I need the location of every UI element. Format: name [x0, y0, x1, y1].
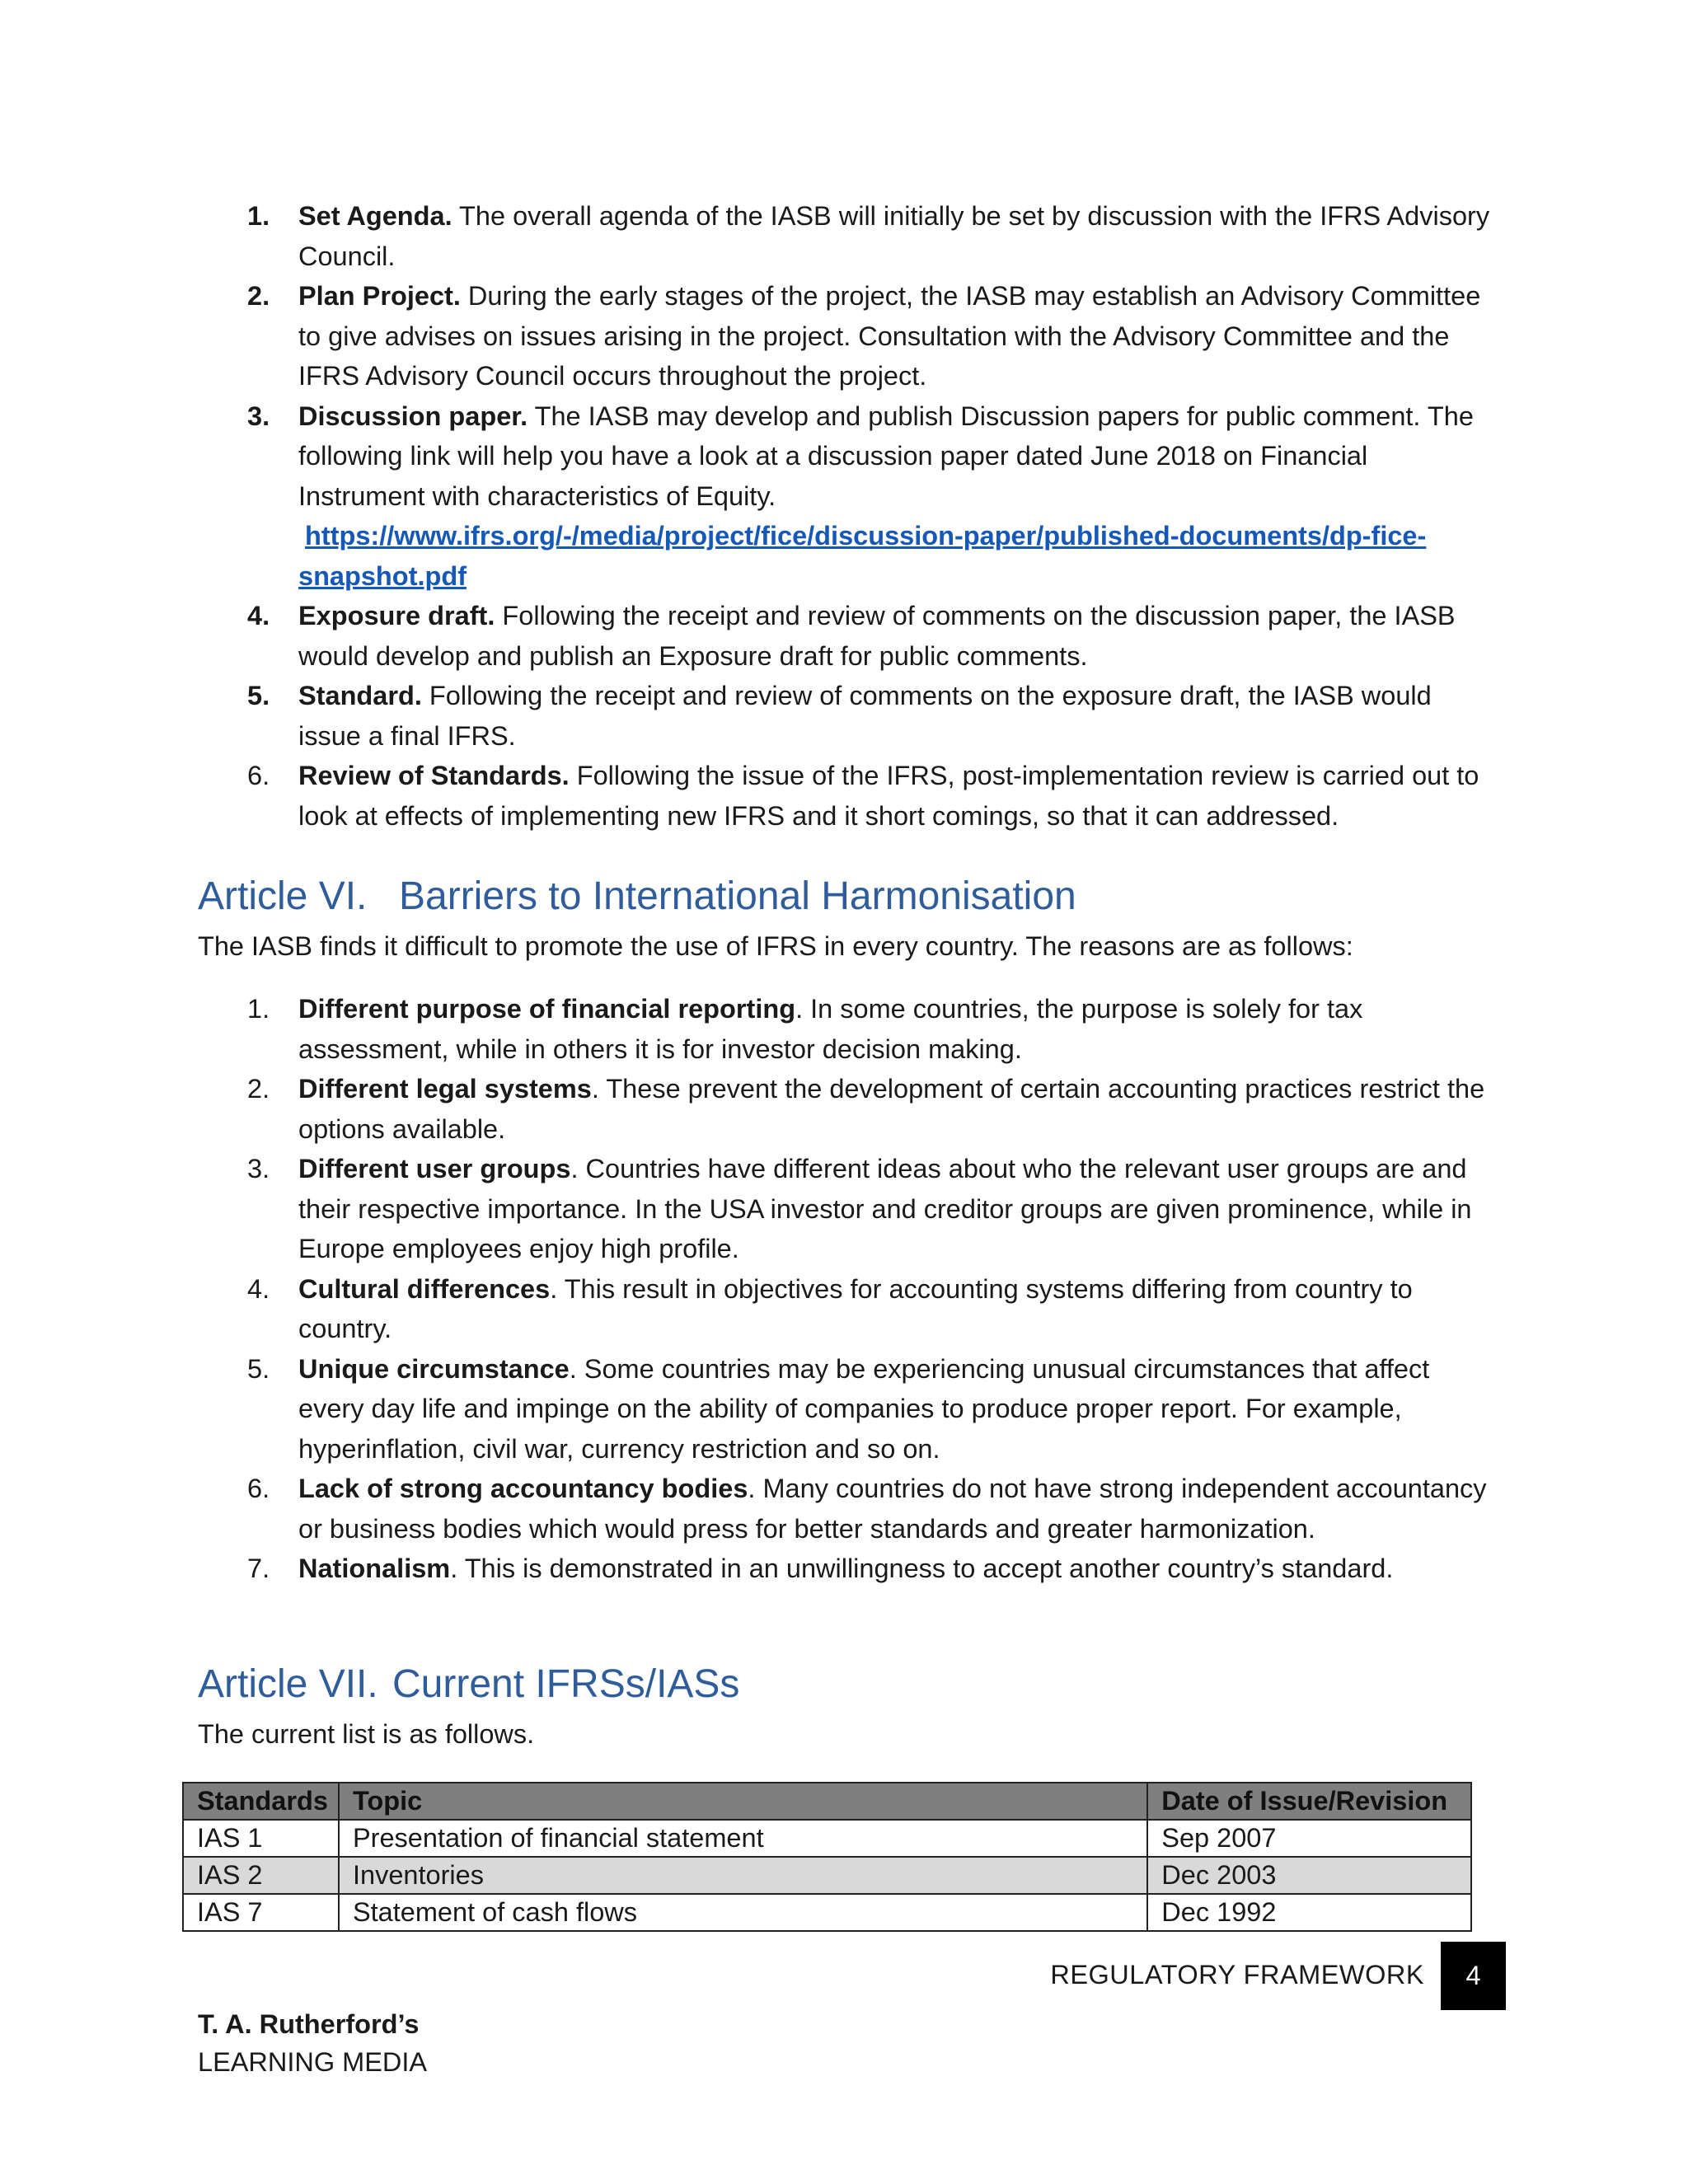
barrier-item-3 [198, 1149, 1500, 1269]
header-standards: Standards [183, 1783, 339, 1820]
item-number: 3. [247, 1154, 270, 1183]
barrier-item-7 [198, 1549, 1500, 1589]
process-step-2 [198, 276, 1500, 396]
step-text: Following the receipt and review of comments on the exposure draft, the IASB would issue a final IFRS. [298, 681, 1432, 751]
item-number: 7. [247, 1554, 270, 1583]
article-6-intro: The IASB finds it difficult to promote the use of IFRS in every country. The reasons are as follows: [198, 931, 1353, 961]
item-text: . Countries have different ideas about who the relevant user groups are and their respective importance. In the USA investor and creditor groups are given prominence, while in Europe employees enjoy high profile. [298, 1154, 1472, 1263]
cell-standard: IAS 1 [183, 1820, 339, 1857]
page-number-badge: 4 [1441, 1942, 1506, 2010]
step-text: During the early stages of the project, the IASB may establish an Advisory Committee to give advises on issues arising in the project. Consultation with the Advisory Committee and the IFRS Advisory Council occurs throughout the project. [298, 281, 1481, 391]
table-header-row [183, 1783, 1471, 1820]
cell-date: Dec 2003 [1147, 1857, 1471, 1894]
item-number: 4. [247, 1273, 270, 1304]
process-steps-list [198, 196, 1500, 836]
running-footer-title: REGULATORY FRAMEWORK [1050, 1960, 1424, 1990]
table-row [183, 1820, 1471, 1857]
discussion-paper-link-continued[interactable]: snapshot.pdf [298, 560, 467, 591]
step-number: 6. [247, 761, 270, 790]
item-number: 6. [247, 1474, 270, 1503]
process-step-1 [198, 196, 1500, 276]
barrier-item-6 [198, 1469, 1500, 1549]
step-term: Review of Standards. [298, 761, 570, 790]
header-date: Date of Issue/Revision [1147, 1783, 1471, 1820]
cell-standard: IAS 7 [183, 1894, 339, 1931]
item-term: Unique circumstance [298, 1353, 570, 1384]
item-number: 5. [247, 1353, 270, 1384]
step-text: Following the issue of the IFRS, post-implementation review is carried out to look at effects of implementing new IFRS and it short comings, so that it can addressed. [298, 761, 1479, 831]
step-number: 2. [247, 281, 270, 311]
discussion-paper-link[interactable]: https://www.ifrs.org/-/media/project/fice/discussion-paper/published-documents/dp-fice- [305, 521, 1427, 551]
process-step-6 [198, 756, 1500, 836]
item-text: . Many countries do not have strong independent accountancy or business bodies which would press for better standards and greater harmonization. [298, 1474, 1487, 1544]
item-text: . This result in objectives for accounting systems differing from country to country. [298, 1273, 1413, 1343]
barrier-item-2 [198, 1069, 1500, 1149]
table-row [183, 1857, 1471, 1894]
barrier-item-5 [198, 1349, 1500, 1469]
item-term: Different purpose of financial reporting [298, 994, 796, 1024]
item-term: Nationalism [298, 1554, 451, 1583]
step-number: 3. [247, 401, 270, 431]
item-text: . This is demonstrated in an unwillingness to accept another country’s standard. [450, 1554, 1394, 1583]
item-text: . Some countries may be experiencing unusual circumstances that affect every day life and impinge on the ability of companies to produce proper report. For example, hyperinflation, civil war, currency restriction and so on. [298, 1353, 1430, 1464]
article-number: Article VII. [198, 1662, 378, 1706]
step-term: Plan Project. [298, 281, 461, 311]
process-step-5 [198, 676, 1500, 756]
header-topic: Topic [339, 1783, 1147, 1820]
step-term: Discussion paper. [298, 401, 528, 431]
step-text: The overall agenda of the IASB will initially be set by discussion with the IFRS Advisory Council. [298, 201, 1490, 271]
item-term: Different user groups [298, 1154, 571, 1183]
item-term: Cultural differences [298, 1273, 551, 1304]
article-number: Article VI. [198, 874, 368, 918]
process-step-3 [198, 396, 1500, 597]
article-title: Current IFRSs/IASs [392, 1662, 740, 1706]
item-number: 2. [247, 1074, 270, 1104]
barriers-list [198, 989, 1500, 1589]
item-term: Different legal systems [298, 1074, 592, 1104]
step-term: Set Agenda. [298, 201, 452, 231]
barrier-item-4 [198, 1269, 1500, 1349]
cell-topic: Presentation of financial statement [339, 1820, 1147, 1857]
footer-publisher: LEARNING MEDIA [198, 2047, 428, 2077]
article-7-heading [198, 1660, 739, 1709]
table-row [183, 1894, 1471, 1931]
article-7-intro: The current list is as follows. [198, 1719, 535, 1749]
footer-author: T. A. Rutherford’s [198, 2009, 420, 2039]
step-number: 5. [247, 681, 270, 710]
item-term: Lack of strong accountancy bodies [298, 1474, 748, 1503]
step-text: Following the receipt and review of comments on the discussion paper, the IASB would develop and publish an Exposure draft for public comments. [298, 601, 1456, 671]
cell-topic: Inventories [339, 1857, 1147, 1894]
article-6-heading [198, 872, 1076, 921]
cell-date: Dec 1992 [1147, 1894, 1471, 1931]
cell-standard: IAS 2 [183, 1857, 339, 1894]
item-number: 1. [247, 994, 270, 1024]
item-text: . In some countries, the purpose is solely for tax assessment, while in others it is for investor decision making. [298, 994, 1363, 1064]
cell-date: Sep 2007 [1147, 1820, 1471, 1857]
barrier-item-1 [198, 989, 1500, 1069]
standards-table [182, 1782, 1472, 1932]
cell-topic: Statement of cash flows [339, 1894, 1147, 1931]
step-number: 1. [247, 201, 270, 231]
step-term: Exposure draft. [298, 601, 495, 630]
step-number: 4. [247, 601, 270, 630]
article-title: Barriers to International Harmonisation [399, 874, 1076, 918]
step-term: Standard. [298, 681, 422, 710]
process-step-4 [198, 596, 1500, 676]
item-text: . These prevent the development of certain accounting practices restrict the options available. [298, 1074, 1485, 1144]
step-text: The IASB may develop and publish Discussion papers for public comment. The following link will help you have a look at a discussion paper dated June 2018 on Financial Instrument with characteristics of Equity. [298, 401, 1474, 511]
